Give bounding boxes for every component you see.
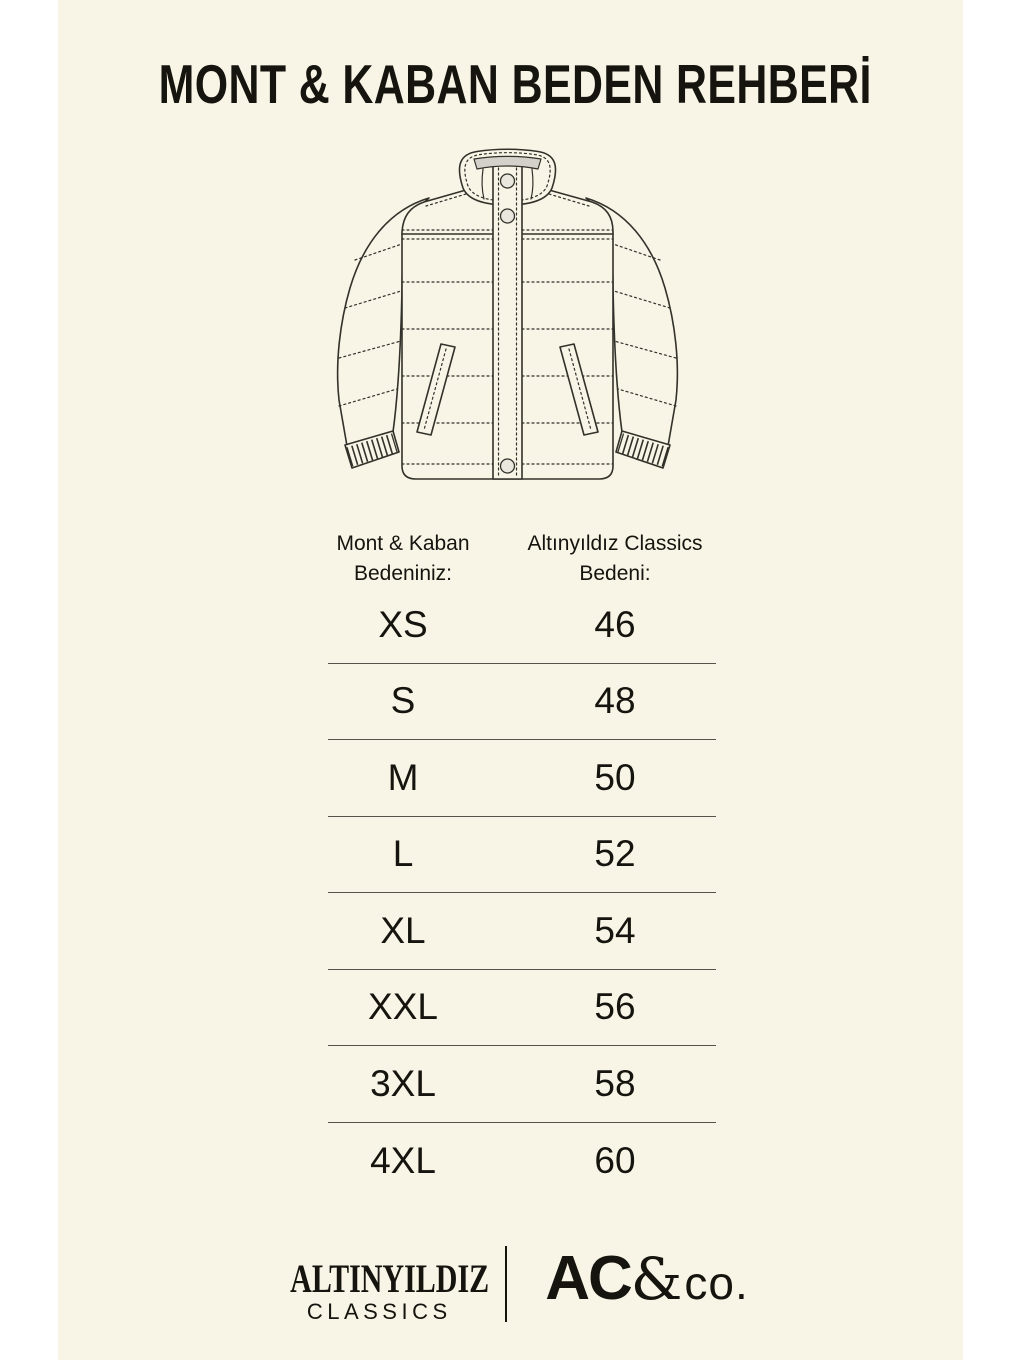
- brand-primary-text: [257, 1256, 497, 1301]
- ac-logo-ac: AC: [545, 1244, 631, 1313]
- ac-logo-ampersand: &: [630, 1245, 683, 1313]
- column-header-brand-size: [514, 529, 716, 589]
- column-header-your-size: [328, 529, 478, 589]
- size-label: XL: [380, 909, 426, 951]
- column-gap: [478, 529, 514, 589]
- table-row: [328, 817, 716, 894]
- size-value: 46: [594, 603, 636, 645]
- table-row: [328, 970, 716, 1047]
- column-header-line: Mont & Kaban: [336, 532, 470, 555]
- ac-co-logo: [537, 1244, 757, 1313]
- size-table: [328, 587, 716, 1199]
- size-label: 4XL: [370, 1139, 436, 1181]
- table-row: [328, 893, 716, 970]
- table-row: [328, 740, 716, 817]
- size-label: L: [392, 833, 414, 875]
- size-label: S: [390, 680, 416, 722]
- column-header-line: Bedeni:: [579, 562, 651, 585]
- ac-logo-co: co.: [684, 1257, 749, 1309]
- size-value: 52: [594, 833, 636, 875]
- jacket-illustration: [325, 148, 695, 493]
- size-value: 48: [594, 680, 636, 722]
- column-header-line: Altınyıldız Classics: [527, 532, 703, 555]
- brand-logo: [257, 1256, 497, 1324]
- size-label: XS: [378, 603, 428, 645]
- size-label: XXL: [368, 986, 438, 1028]
- table-row: [328, 587, 716, 664]
- brand-secondary-text: CLASSICS: [306, 1299, 452, 1324]
- size-value: 56: [594, 986, 636, 1028]
- puffer-jacket-sketch-icon: [325, 148, 695, 493]
- table-row: [328, 1123, 716, 1200]
- size-table-header: [328, 529, 716, 589]
- size-label: 3XL: [370, 1062, 436, 1104]
- table-row: [328, 1046, 716, 1123]
- size-value: 58: [594, 1062, 636, 1104]
- size-value: 60: [594, 1139, 636, 1181]
- brand-primary-label: ALTINYILDIZ: [290, 1256, 490, 1301]
- size-value: 54: [594, 909, 636, 951]
- table-row: [328, 664, 716, 741]
- column-header-line: Bedeniniz:: [353, 562, 453, 585]
- page-title: [58, 53, 963, 115]
- page-title-text: MONT & KABAN BEDEN REHBERİ: [158, 53, 872, 115]
- size-label: M: [387, 756, 419, 798]
- footer-divider-line: [505, 1246, 507, 1322]
- cream-panel: [58, 0, 963, 1360]
- size-value: 50: [594, 756, 636, 798]
